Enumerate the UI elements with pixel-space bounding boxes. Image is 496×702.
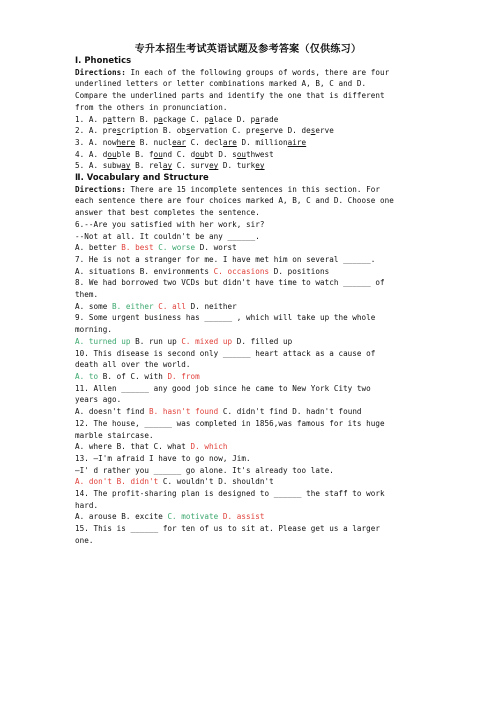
question-11-stem: 11. Allen ______ any good job since he came to New York City two xyxy=(75,383,371,393)
question-8-stem: them. xyxy=(75,290,99,300)
directions-label: Directions: xyxy=(75,67,126,77)
question-1: 1. A. pattern B. package C. palace D. parade xyxy=(75,114,279,124)
answer-option-red: C. all xyxy=(158,301,186,311)
directions-line: Compare the underlined parts and identify the one that is different xyxy=(75,91,385,101)
question-15-stem: 15. This is ______ for ten of us to sit at. Please get us a larger xyxy=(75,524,381,534)
question-10-stem: death all over the world. xyxy=(75,360,191,370)
question-9-stem: morning. xyxy=(75,325,112,335)
question-11-options: A. doesn't find B. hasn't found C. didn't find D. hadn't found xyxy=(75,407,362,417)
question-6-stem: 6.--Are you satisfied with her work, sir? xyxy=(75,219,265,229)
question-9-stem: 9. Some urgent business has ______ , which will take up the whole xyxy=(75,313,376,323)
question-13-stem: 13. —I'm afraid I have to go now, Jim. xyxy=(75,453,251,463)
question-10-stem: 10. This disease is second only ______ heart attack as a cause of xyxy=(75,348,376,358)
answer-option-red: B. best xyxy=(121,243,154,253)
question-6-stem: --Not at all. It couldn't be any ______. xyxy=(75,231,260,241)
document-title: 专升本招生考试英语试题及参考答案（仅供练习） xyxy=(134,44,362,55)
answer-option-green: B. either xyxy=(111,301,154,311)
directions-line: answer that best completes the sentence. xyxy=(75,208,260,218)
question-13-options: A. don't B. didn't C. wouldn't D. shouldn't xyxy=(75,477,274,487)
directions-line: from the others in pronunciation. xyxy=(75,102,228,112)
question-12-options: A. where B. that C. what D. which xyxy=(75,442,228,452)
answer-option-green: C. worse xyxy=(158,243,196,253)
directions-line: Directions: There are 15 incomplete sentences in this section. For xyxy=(75,184,381,194)
question-9-options: A. turned up B. run up C. mixed up D. filled up xyxy=(75,336,293,346)
question-10-options: A. to B. of C. with D. from xyxy=(75,371,200,381)
question-12-stem: marble staircase. xyxy=(75,430,154,440)
question-14-stem: 14. The profit-sharing plan is designed to ______ the staff to work xyxy=(75,489,385,499)
answer-option-red: D. which xyxy=(190,442,228,452)
answer-option-red: D. assist xyxy=(222,512,265,522)
directions-label: Directions: xyxy=(75,184,126,194)
answer-option-red: C. mixed up xyxy=(181,336,233,346)
answer-option-red: D. from xyxy=(167,371,200,381)
question-6-options: A. better B. best C. worse D. worst xyxy=(75,243,237,253)
question-4: 4. A. double B. found C. doubt D. southwest xyxy=(75,149,274,159)
question-13-stem: —I' d rather you ______ go alone. It's already too late. xyxy=(75,465,334,475)
question-14-options: A. arouse B. excite C. motivate D. assist xyxy=(75,512,265,522)
section-heading-phonetics: Ⅰ. Phonetics xyxy=(75,55,132,65)
answer-option-green: C. motivate xyxy=(167,512,219,522)
answer-option-red: B. hasn't found xyxy=(148,407,219,417)
answer-option-green: A. to xyxy=(75,371,99,381)
answer-option-red: B. didn't xyxy=(116,477,159,487)
document-body xyxy=(75,55,425,547)
answer-option-red: A. don't xyxy=(75,477,112,487)
question-11-stem: years ago. xyxy=(75,395,122,405)
question-8-options: A. some B. either C. all D. neither xyxy=(75,301,237,311)
directions-line: each sentence there are four choices marked A, B, C and D. Choose one xyxy=(75,196,394,206)
directions-line: Directions: In each of the following groups of words, there are four xyxy=(75,67,390,77)
question-8-stem: 8. We had borrowed two VCDs but didn't have time to watch ______ of xyxy=(75,278,385,288)
question-7-options: A. situations B. environments C. occasions D. positions xyxy=(75,266,330,276)
question-15-stem: one. xyxy=(75,535,94,545)
directions-line: underlined letters or letter combinations marked A, B, C and D. xyxy=(75,79,367,89)
question-3: 3. A. nowhere B. nuclear C. declare D. millionaire xyxy=(75,137,307,147)
question-2: 2. A. prescription B. observation C. preserve D. deserve xyxy=(75,126,334,136)
answer-option-green: A. turned up xyxy=(75,336,131,346)
question-14-stem: hard. xyxy=(75,500,99,510)
answer-option-red: C. occasions xyxy=(213,266,270,276)
question-12-stem: 12. The house, ______ was completed in 1856,was famous for its huge xyxy=(75,418,385,428)
question-5: 5. A. subway B. relay C. survey D. turkey xyxy=(75,161,265,171)
section-heading-vocabulary: Ⅱ. Vocabulary and Structure xyxy=(75,172,209,183)
question-7-stem: 7. He is not a stranger for me. I have met him on several ______. xyxy=(75,254,376,264)
